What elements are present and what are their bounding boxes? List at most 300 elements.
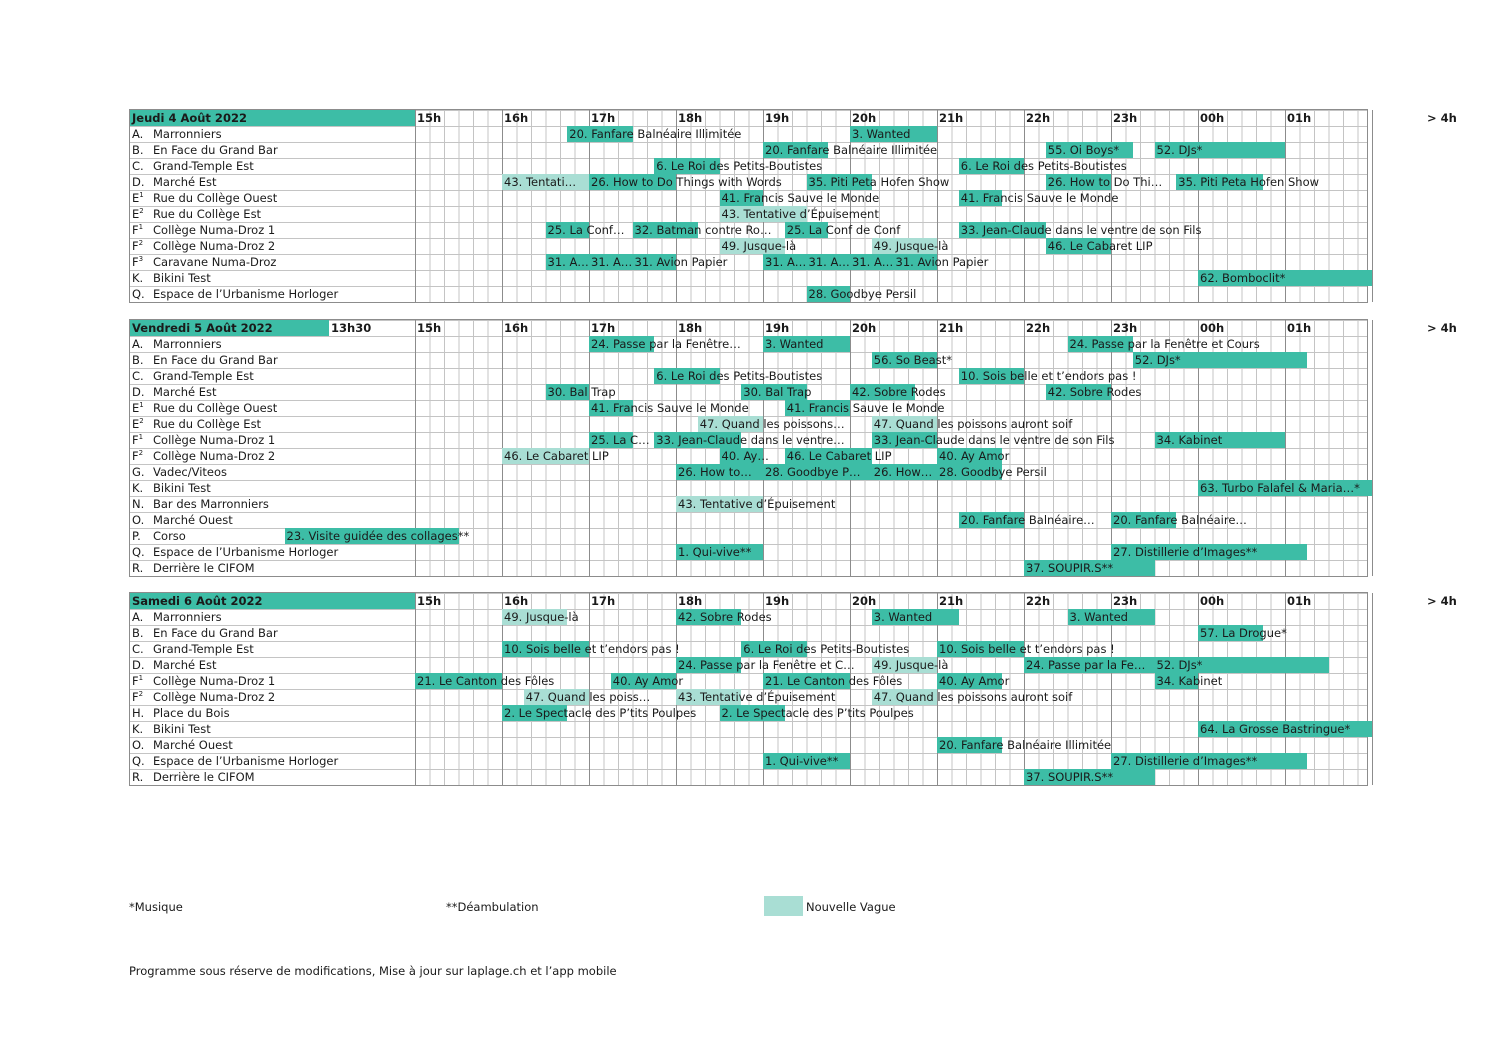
- event-block[interactable]: [720, 190, 880, 206]
- event-block[interactable]: [785, 400, 945, 416]
- event-block[interactable]: [872, 689, 1073, 705]
- event-block[interactable]: [502, 641, 680, 657]
- venue-code: [132, 689, 153, 705]
- event-title: 49. Jusque-là: [873, 658, 949, 672]
- event-block[interactable]: [937, 737, 1112, 753]
- venue-code: [132, 286, 153, 302]
- event-title: 43. Tentative d’Épuisement: [678, 497, 836, 511]
- event-title: 37. SOUPIR.S**: [1026, 561, 1114, 575]
- event-block[interactable]: [937, 673, 1010, 689]
- hour-divider: [502, 110, 503, 302]
- event-block[interactable]: [589, 254, 633, 270]
- event-block[interactable]: [1198, 270, 1372, 286]
- venue-label: [130, 190, 277, 206]
- venue-code-letter: P.: [132, 529, 141, 543]
- venue-label: [130, 336, 222, 352]
- event-block[interactable]: [741, 641, 910, 657]
- event-title: 40. Ay Amor: [939, 449, 1010, 463]
- event-block[interactable]: [502, 174, 589, 190]
- hour-label: 01h: [1287, 111, 1312, 125]
- venue-code-letter: F: [132, 433, 139, 447]
- venue-code: [132, 480, 153, 496]
- venue-code: [132, 384, 153, 400]
- event-title: 40. Ay Amor: [612, 674, 684, 688]
- legend-nouvelle-vague: Nouvelle Vague: [806, 900, 896, 914]
- venue-code-letter: R.: [132, 770, 144, 784]
- venue-label: [130, 464, 227, 480]
- event-block[interactable]: [698, 416, 845, 432]
- venue-code-letter: R.: [132, 561, 144, 575]
- venue-code-sup: 1: [138, 674, 144, 682]
- hour-label: 16h: [504, 111, 529, 125]
- venue-code-letter: Q.: [132, 754, 145, 768]
- event-block[interactable]: [676, 657, 855, 673]
- venue-code: [132, 432, 153, 448]
- hour-label: 22h: [1026, 594, 1051, 608]
- venue-name: Rue du Collège Est: [153, 207, 262, 221]
- venue-code: [132, 657, 153, 673]
- event-title: 1. Qui-vive**: [765, 754, 839, 768]
- venue-label: [130, 673, 275, 689]
- event-block[interactable]: [1155, 432, 1286, 448]
- venue-name: Collège Numa-Droz 2: [153, 449, 276, 463]
- hour-divider: [415, 110, 416, 302]
- venue-code-letter: Q.: [132, 545, 145, 559]
- event-block[interactable]: [1046, 384, 1142, 400]
- venue-label: [130, 238, 275, 254]
- venue-label: [130, 254, 276, 270]
- event-block[interactable]: [872, 416, 1073, 432]
- venue-name: Bikini Test: [153, 271, 211, 285]
- venue-label: [130, 174, 217, 190]
- event-block[interactable]: [589, 336, 741, 352]
- venue-code: [132, 126, 153, 142]
- hour-label: 19h: [765, 594, 790, 608]
- event-title: 6. Le Roi des Petits-Boutistes: [656, 159, 823, 173]
- event-block[interactable]: [1111, 512, 1247, 528]
- venue-code: [132, 737, 153, 753]
- event-block[interactable]: [937, 641, 1115, 657]
- footer-note: Programme sous réserve de modifications, Mise à jour sur laplage.ch et l’app mobile: [129, 964, 617, 978]
- venue-code: [132, 174, 153, 190]
- venue-code: [132, 753, 153, 769]
- event-block[interactable]: [763, 753, 850, 769]
- event-title: 32. Batman contre Ro…: [634, 223, 772, 237]
- venue-code-letter: C.: [132, 642, 144, 656]
- hour-label: 21h: [939, 594, 964, 608]
- event-title: 3. Wanted: [765, 337, 824, 351]
- event-block[interactable]: [611, 673, 684, 689]
- event-block[interactable]: [524, 689, 651, 705]
- legend-nouvelle-vague-swatch: [764, 896, 803, 916]
- event-block[interactable]: [589, 174, 782, 190]
- event-block[interactable]: [415, 673, 555, 689]
- venue-label: [130, 126, 222, 142]
- venue-code-sup: 1: [138, 433, 144, 441]
- event-block[interactable]: [763, 464, 872, 480]
- venue-code-sup: 2: [138, 449, 144, 457]
- event-block[interactable]: [589, 432, 650, 448]
- venue-name: Espace de l’Urbanisme Horloger: [153, 545, 339, 559]
- event-block[interactable]: [850, 254, 894, 270]
- event-title: 42. Sobre Rodes: [852, 385, 946, 399]
- event-block[interactable]: [720, 705, 914, 721]
- event-block[interactable]: [720, 238, 797, 254]
- venue-label: [130, 142, 278, 158]
- event-title: 52. DJs*: [1156, 143, 1203, 157]
- hour-label: 23h: [1113, 594, 1138, 608]
- event-block[interactable]: [872, 432, 1115, 448]
- venue-code-letter: F: [132, 690, 139, 704]
- event-block[interactable]: [676, 544, 763, 560]
- venue-name: Caravane Numa-Droz: [153, 255, 277, 269]
- day-block: [129, 319, 1457, 577]
- event-title: 41. Francis Sauve le Monde: [591, 401, 749, 415]
- venue-code-letter: B.: [132, 353, 144, 367]
- venue-name: Bikini Test: [153, 481, 211, 495]
- hour-divider: [1372, 110, 1373, 302]
- venue-code: [132, 400, 153, 416]
- venue-name: Marché Est: [153, 385, 217, 399]
- hour-divider: [1024, 320, 1025, 576]
- event-block[interactable]: [850, 384, 946, 400]
- hour-label: 17h: [591, 321, 616, 335]
- venue-code: [132, 544, 153, 560]
- event-block[interactable]: [807, 174, 950, 190]
- venue-code-letter: D.: [132, 658, 145, 672]
- event-title: 56. So Beast*: [873, 353, 952, 367]
- venue-code-letter: B.: [132, 143, 144, 157]
- event-block[interactable]: [1155, 657, 1329, 673]
- venue-code-letter: H.: [132, 706, 145, 720]
- event-block[interactable]: [1133, 352, 1307, 368]
- event-block[interactable]: [741, 384, 812, 400]
- hour-label: 16h: [504, 594, 529, 608]
- event-title: 30. Bal Trap: [547, 385, 616, 399]
- legend-music: *Musique: [129, 900, 183, 914]
- event-block[interactable]: [1111, 544, 1307, 560]
- hour-divider: [937, 110, 938, 302]
- venue-name: Marché Est: [153, 175, 217, 189]
- event-block[interactable]: [959, 158, 1127, 174]
- event-block[interactable]: [654, 432, 845, 448]
- event-title: 31. Avion Papier: [634, 255, 728, 269]
- event-title: 25. La Conf de Conf: [786, 223, 901, 237]
- event-title: 28. Goodbye P…: [765, 465, 861, 479]
- event-title: 49. Jusque-là: [873, 239, 949, 253]
- event-title: 55. Oi Boys*: [1047, 143, 1120, 157]
- event-block[interactable]: [676, 464, 763, 480]
- venue-code-sup: 1: [139, 401, 144, 409]
- event-block[interactable]: [1046, 142, 1133, 158]
- event-block[interactable]: [872, 238, 949, 254]
- event-title: 37. SOUPIR.S**: [1026, 770, 1114, 784]
- event-block[interactable]: [959, 512, 1095, 528]
- event-block[interactable]: [1068, 609, 1155, 625]
- venue-name: Marronniers: [153, 337, 222, 351]
- event-block[interactable]: [546, 222, 625, 238]
- day-block: [129, 592, 1457, 786]
- hour-divider: [1024, 593, 1025, 785]
- hour-label: 01h: [1287, 321, 1312, 335]
- event-block[interactable]: [546, 384, 616, 400]
- venue-code: [132, 496, 153, 512]
- event-title: 21. Le Canton des Fôles: [417, 674, 555, 688]
- event-block[interactable]: [785, 448, 892, 464]
- venue-label: [130, 368, 254, 384]
- venue-name: Collège Numa-Droz 2: [153, 239, 276, 253]
- venue-name: En Face du Grand Bar: [153, 353, 278, 367]
- venue-code: [132, 641, 153, 657]
- event-block[interactable]: [1068, 336, 1260, 352]
- event-title: 28. Goodbye Persil: [939, 465, 1047, 479]
- event-block[interactable]: [872, 657, 949, 673]
- hour-label: 16h: [504, 321, 529, 335]
- hour-label: 19h: [765, 111, 790, 125]
- event-title: 62. Bomboclit*: [1200, 271, 1286, 285]
- hour-label: > 4h: [1427, 594, 1457, 608]
- venue-name: Bar des Marronniers: [153, 497, 269, 511]
- event-block[interactable]: [872, 352, 952, 368]
- event-title: 34. Kabinet: [1156, 433, 1223, 447]
- venue-code-letter: O.: [132, 738, 145, 752]
- event-block[interactable]: [785, 222, 901, 238]
- hour-label: 20h: [852, 594, 877, 608]
- hour-label: 17h: [591, 111, 616, 125]
- venue-name: Marronniers: [153, 127, 222, 141]
- event-title: 64. La Grosse Bastringue*: [1200, 722, 1351, 736]
- event-block[interactable]: [676, 496, 836, 512]
- event-title: 31. A…: [547, 255, 589, 269]
- venue-name: Espace de l’Urbanisme Horloger: [153, 287, 339, 301]
- event-block[interactable]: [872, 464, 937, 480]
- venue-name: Corso: [153, 529, 186, 543]
- event-block[interactable]: [589, 400, 749, 416]
- venue-code: [132, 448, 153, 464]
- event-block[interactable]: [1198, 625, 1287, 641]
- event-block[interactable]: [567, 126, 742, 142]
- hour-label: 22h: [1026, 321, 1051, 335]
- venue-code-letter: B.: [132, 626, 144, 640]
- venue-code: [132, 512, 153, 528]
- venue-label: [130, 769, 255, 785]
- hour-divider: [1111, 320, 1112, 576]
- event-block[interactable]: [937, 464, 1047, 480]
- event-block[interactable]: [633, 222, 772, 238]
- venue-name: Bikini Test: [153, 722, 211, 736]
- venue-label: [130, 448, 275, 464]
- event-title: 3. Wanted: [873, 610, 933, 624]
- event-block[interactable]: [807, 286, 917, 302]
- venue-name: Marché Est: [153, 658, 217, 672]
- event-block[interactable]: [1198, 721, 1372, 737]
- event-title: 33. Jean-Claude dans le ventre de son Fils: [960, 223, 1202, 237]
- hour-divider: [415, 593, 416, 785]
- event-block[interactable]: [654, 158, 823, 174]
- event-block[interactable]: [959, 368, 1137, 384]
- hour-label: 21h: [939, 321, 964, 335]
- event-block[interactable]: [720, 206, 879, 222]
- event-title: 26. How to Do Thi…: [1047, 175, 1163, 189]
- venue-label: [130, 416, 261, 432]
- day-block: [129, 109, 1457, 303]
- event-block[interactable]: [676, 609, 772, 625]
- event-title: 31. A…: [765, 255, 807, 269]
- venue-code: [132, 158, 153, 174]
- event-title: 20. Fanfare Balnéaire…: [1113, 513, 1247, 527]
- event-title: 3. Wanted: [852, 127, 911, 141]
- venue-label: [130, 384, 217, 400]
- venue-code-sup: 2: [138, 690, 144, 698]
- venue-label: [130, 705, 230, 721]
- event-title: 30. Bal Trap: [743, 385, 812, 399]
- venue-code: [132, 206, 153, 222]
- event-title: 27. Distillerie d’Images**: [1113, 754, 1258, 768]
- hour-label: 17h: [591, 594, 616, 608]
- event-title: 43. Tentati…: [504, 175, 577, 189]
- legend-deambulation: **Déambulation: [446, 900, 539, 914]
- venue-code: [132, 769, 153, 785]
- event-title: 43. Tentative d’Épuisement: [678, 690, 836, 704]
- hour-label: 21h: [939, 111, 964, 125]
- event-title: 24. Passe par la Fenêtre et C…: [678, 658, 855, 672]
- event-block[interactable]: [1024, 560, 1155, 576]
- venue-code-sup: 1: [139, 191, 144, 199]
- venue-name: Collège Numa-Droz 2: [153, 690, 276, 704]
- event-title: 24. Passe par la Fenêtre et Cours: [1069, 337, 1260, 351]
- event-block[interactable]: [285, 528, 470, 544]
- hour-label: 18h: [678, 321, 703, 335]
- venue-code-letter: N.: [132, 497, 145, 511]
- venue-code-letter: D.: [132, 175, 145, 189]
- event-title: 63. Turbo Falafel & Maria…*: [1200, 481, 1360, 495]
- event-block[interactable]: [502, 448, 609, 464]
- venue-code: [132, 368, 153, 384]
- venue-label: [130, 270, 211, 286]
- event-title: 10. Sois belle et t’endors pas !: [504, 642, 680, 656]
- event-title: 6. Le Roi des Petits-Boutistes: [743, 642, 910, 656]
- event-title: 46. Le Cabaret LIP: [504, 449, 609, 463]
- event-block[interactable]: [676, 689, 836, 705]
- venue-code: [132, 625, 153, 641]
- venue-name: En Face du Grand Bar: [153, 626, 278, 640]
- venue-code-letter: F: [132, 239, 139, 253]
- hour-divider: [1024, 110, 1025, 302]
- venue-code-letter: Q.: [132, 287, 145, 301]
- event-block[interactable]: [1111, 753, 1307, 769]
- event-block[interactable]: [633, 254, 728, 270]
- event-block[interactable]: [807, 254, 851, 270]
- event-block[interactable]: [763, 254, 807, 270]
- venue-label: [130, 641, 254, 657]
- event-title: 35. Piti Peta Hofen Show: [808, 175, 950, 189]
- venue-name: Collège Numa-Droz 1: [153, 674, 276, 688]
- event-block[interactable]: [720, 448, 769, 464]
- event-title: 28. Goodbye Persil: [808, 287, 917, 301]
- event-title: 52. DJs*: [1156, 658, 1203, 672]
- venue-name: Marché Ouest: [153, 513, 233, 527]
- event-block[interactable]: [1155, 142, 1286, 158]
- venue-code-letter: K.: [132, 722, 144, 736]
- event-title: 41. Francis Sauve le Monde: [786, 401, 945, 415]
- venue-label: [130, 400, 277, 416]
- venue-label: [130, 560, 255, 576]
- event-block[interactable]: [850, 126, 937, 142]
- venue-code-letter: F: [132, 674, 139, 688]
- event-block[interactable]: [1176, 174, 1320, 190]
- event-title: 46. Le Cabaret LIP: [786, 449, 892, 463]
- venue-name: Vadec/Viteos: [153, 465, 228, 479]
- venue-code-letter: D.: [132, 385, 145, 399]
- event-title: 26. How to…: [678, 465, 752, 479]
- event-block[interactable]: [763, 142, 938, 158]
- venue-label: [130, 222, 275, 238]
- venue-code: [132, 416, 153, 432]
- event-block[interactable]: [959, 222, 1202, 238]
- event-title: 20. Fanfare Balnéaire Illimitée: [765, 143, 938, 157]
- event-title: 1. Qui-vive**: [678, 545, 752, 559]
- event-title: 20. Fanfare Balnéaire…: [960, 513, 1095, 527]
- hour-label: 00h: [1200, 111, 1225, 125]
- venue-label: [130, 625, 278, 641]
- venue-code-letter: A.: [132, 610, 144, 624]
- event-block[interactable]: [894, 254, 989, 270]
- venue-label: [130, 544, 338, 560]
- event-block[interactable]: [1155, 673, 1223, 689]
- venue-code-letter: K.: [132, 481, 144, 495]
- event-title: 20. Fanfare Balnéaire Illimitée: [939, 738, 1112, 752]
- event-title: 49. Jusque-là: [721, 239, 797, 253]
- event-block[interactable]: [763, 336, 850, 352]
- venue-code-letter: F: [132, 449, 139, 463]
- event-block[interactable]: [763, 673, 903, 689]
- venue-code-letter: K.: [132, 271, 144, 285]
- venue-label: [130, 737, 233, 753]
- event-block[interactable]: [1046, 238, 1153, 254]
- venue-code: [132, 609, 153, 625]
- hour-label-early: 13h30: [331, 321, 372, 335]
- venue-name: Rue du Collège Ouest: [153, 401, 278, 415]
- event-block[interactable]: [872, 609, 959, 625]
- hour-label: 15h: [417, 321, 442, 335]
- event-title: 20. Fanfare Balnéaire Illimitée: [569, 127, 742, 141]
- day-title: Jeudi 4 Août 2022: [130, 110, 415, 126]
- event-block[interactable]: [937, 448, 1010, 464]
- hour-label: 19h: [765, 321, 790, 335]
- venue-label: [130, 721, 211, 737]
- venue-code-sup: 2: [139, 207, 144, 215]
- event-title: 40. Ay Amor: [939, 674, 1010, 688]
- event-block[interactable]: [1046, 174, 1163, 190]
- event-block[interactable]: [654, 368, 823, 384]
- event-title: 27. Distillerie d’Images**: [1113, 545, 1258, 559]
- venue-name: Rue du Collège Ouest: [153, 191, 278, 205]
- event-block[interactable]: [502, 705, 697, 721]
- event-title: 26. How…: [873, 465, 933, 479]
- venue-label: [130, 657, 217, 673]
- event-title: 47. Quand les poiss…: [525, 690, 651, 704]
- event-block[interactable]: [502, 609, 579, 625]
- event-block[interactable]: [1198, 480, 1372, 496]
- event-block[interactable]: [1024, 769, 1155, 785]
- event-block[interactable]: [959, 190, 1119, 206]
- event-block[interactable]: [1024, 657, 1155, 673]
- venue-label: [130, 528, 186, 544]
- venue-name: Grand-Temple Est: [153, 642, 254, 656]
- venue-name: Rue du Collège Est: [153, 417, 262, 431]
- venue-label: [130, 352, 278, 368]
- event-block[interactable]: [546, 254, 590, 270]
